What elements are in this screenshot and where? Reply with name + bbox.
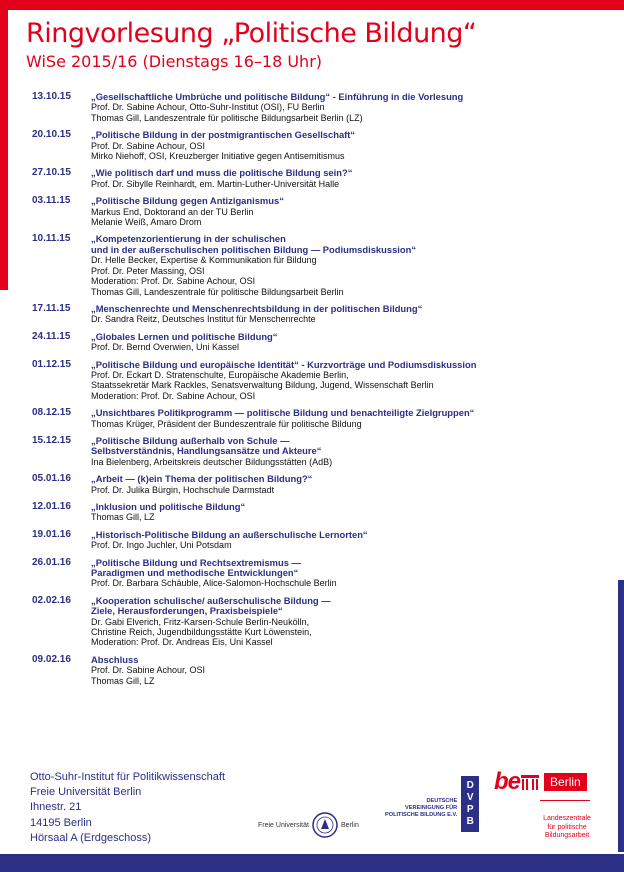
event-speaker: Christine Reich, Jugendbildungsstätte Kurt Löwenstein,: [91, 627, 312, 638]
event-body: [91, 408, 592, 429]
schedule-entry: [32, 332, 592, 353]
lz-divider: [540, 800, 590, 801]
event-body: [91, 92, 592, 123]
event-body: [91, 196, 592, 227]
event-date: 03.11.15: [32, 195, 71, 207]
right-blue-stripe: [618, 580, 624, 852]
lz-logo-text: [538, 815, 596, 841]
event-speaker: Moderation: Prof. Dr. Andreas Eis, Uni Kassel: [91, 637, 273, 648]
event-speaker: Prof. Dr. Ingo Juchler, Uni Potsdam: [91, 540, 232, 551]
event-speaker: Prof. Dr. Sabine Achour, OSI: [91, 140, 206, 151]
address-line: 14195 Berlin: [30, 816, 92, 829]
event-body: [91, 596, 592, 648]
event-body: [91, 234, 592, 296]
schedule-entry: [32, 234, 592, 296]
schedule-entry: [32, 408, 592, 429]
event-date: 08.12.15: [32, 407, 71, 419]
dvpb-line: DEUTSCHE: [426, 798, 458, 804]
dvpb-line: POLITISCHE BILDUNG E.V.: [385, 812, 458, 818]
event-speaker: Thomas Gill, LZ: [91, 512, 155, 523]
berlin-box: Berlin: [544, 773, 587, 791]
event-speaker: Dr. Helle Becker, Expertise & Kommunikation für Bildung: [91, 255, 317, 266]
top-red-bar: [0, 0, 624, 10]
event-date: 27.10.15: [32, 167, 71, 179]
event-body: [91, 436, 592, 467]
schedule-entry: [32, 168, 592, 189]
event-title: „Wie politisch darf und muss die politische Bildung sein?“: [91, 167, 353, 179]
schedule-entry: [32, 92, 592, 123]
event-speaker: Thomas Krüger, Präsident der Bundeszentrale für politische Bildung: [91, 418, 362, 429]
event-body: [91, 130, 592, 161]
schedule-entry: [32, 436, 592, 467]
event-date: 15.12.15: [32, 434, 71, 446]
schedule-entry: [32, 596, 592, 648]
event-title: „Arbeit — (k)ein Thema der politischen Bildung?“: [91, 473, 313, 485]
dvpb-logo: [385, 776, 479, 832]
event-speaker: Ina Bielenberg, Arbeitskreis deutscher Bildungsstätten (AdB): [91, 456, 333, 467]
be-berlin-logo: [494, 768, 587, 796]
event-title: „Politische Bildung und europäische Identität“ - Kurzvorträge und Podiumsdiskussion: [91, 358, 477, 370]
event-speaker: Thomas Gill, Landeszentrale für politische Bildungsarbeit Berlin: [91, 286, 344, 297]
event-speaker: Staatssekretär Mark Rackles, Senatsverwaltung Bildung, Jugend, Wissenschaft Berlin: [91, 380, 434, 391]
event-title: Abschluss: [91, 653, 139, 665]
address-line: Otto-Suhr-Institut für Politikwissenschaft: [30, 771, 226, 783]
dvpb-letter-box: [461, 776, 479, 832]
schedule-entry: [32, 196, 592, 227]
event-date: 01.12.15: [32, 358, 71, 370]
event-speaker: Prof. Dr. Julika Bürgin, Hochschule Darmstadt: [91, 484, 275, 495]
event-date: 24.11.15: [32, 330, 71, 342]
event-date: 20.10.15: [32, 129, 71, 141]
event-body: [91, 502, 592, 523]
brandenburg-gate-icon: [520, 773, 540, 791]
event-speaker: Prof. Dr. Bernd Overwien, Uni Kassel: [91, 342, 240, 353]
event-speaker: Prof. Dr. Eckart D. Stratenschulte, Europäische Akademie Berlin,: [91, 369, 349, 380]
dvpb-line: VEREINIGUNG FÜR: [405, 805, 458, 811]
event-title: „Unsichtbares Politikprogramm — politische Bildung und benachteiligte Zielgruppen“: [91, 407, 475, 419]
left-red-stripe: [0, 10, 8, 290]
event-date: 09.02.16: [32, 653, 71, 665]
event-date: 13.10.15: [32, 91, 71, 102]
event-speaker: Moderation: Prof. Dr. Sabine Achour, OSI: [91, 276, 256, 287]
address-line: Hörsaal A (Erdgeschoss): [30, 831, 152, 844]
event-speaker: Prof. Dr. Peter Massing, OSI: [91, 265, 205, 276]
event-speaker: Prof. Dr. Barbara Schäuble, Alice-Salomon-Hochschule Berlin: [91, 578, 337, 589]
venue-address: [30, 770, 225, 846]
lz-line: für politische: [547, 823, 587, 831]
schedule-entry: [32, 474, 592, 495]
schedule-entry: [32, 130, 592, 161]
event-speaker: Dr. Gabi Elverich, Fritz-Karsen-Schule Berlin-Neukölln,: [91, 616, 310, 627]
schedule-entry: [32, 360, 592, 402]
event-date: 05.01.16: [32, 473, 71, 485]
schedule-entry: [32, 530, 592, 551]
event-title: „Menschenrechte und Menschenrechtsbildung in der politischen Bildung“: [91, 302, 423, 314]
event-speaker: Dr. Sandra Reitz, Deutsches Institut für Menschenrechte: [91, 314, 316, 325]
event-title: „Gesellschaftliche Umbrüche und politische Bildung“ - Einführung in die Vorlesung: [91, 91, 464, 102]
event-date: 12.01.16: [32, 501, 71, 512]
event-speaker: Thomas Gill, Landeszentrale für politische Bildungsarbeit Berlin (LZ): [91, 112, 363, 123]
event-date: 02.02.16: [32, 594, 71, 606]
event-body: [91, 558, 592, 589]
fu-seal-icon: [312, 812, 338, 838]
dvpb-letter: D: [466, 780, 474, 791]
address-line: Ihnestr. 21: [30, 801, 82, 814]
event-speaker: Prof. Dr. Sabine Achour, OSI: [91, 665, 206, 676]
event-title: „Kooperation schulische/ außerschulische Bildung — Ziele, Herausforderungen, Praxisbeispiele“: [91, 594, 331, 617]
fu-logo-text-left: Freie Universität: [258, 821, 309, 829]
event-date: 10.11.15: [32, 233, 71, 245]
event-speaker: Melanie Weiß, Amaro Drom: [91, 217, 202, 228]
event-title: „Globales Lernen und politische Bildung“: [91, 330, 278, 342]
event-speaker: Moderation: Prof. Dr. Sabine Achour, OSI: [91, 390, 256, 401]
dvpb-letter: V: [466, 792, 474, 803]
bottom-blue-bar: [0, 854, 624, 872]
event-body: [91, 655, 592, 686]
event-title: „Politische Bildung und Rechtsextremismus — Paradigmen und methodische Entwicklungen“: [91, 556, 301, 579]
event-date: 19.01.16: [32, 528, 71, 540]
event-body: [91, 474, 592, 495]
event-body: [91, 332, 592, 353]
event-title: „Politische Bildung in der postmigrantischen Gesellschaft“: [91, 129, 356, 141]
be-logo-text: be: [494, 768, 521, 795]
fu-logo-text-right: Berlin: [340, 821, 359, 829]
schedule-entry: [32, 304, 592, 325]
event-title: „Inklusion und politische Bildung“: [91, 501, 246, 512]
lecture-schedule: [32, 92, 592, 693]
dvpb-letter: B: [466, 816, 474, 827]
schedule-entry: [32, 558, 592, 589]
schedule-entry: [32, 502, 592, 523]
event-body: [91, 304, 592, 325]
event-title: „Politische Bildung außerhalb von Schule — Selbstverständnis, Handlungsansätze und Akteure“: [91, 434, 322, 457]
dvpb-letter: P: [466, 804, 474, 815]
event-body: [91, 530, 592, 551]
event-date: 26.01.16: [32, 556, 71, 568]
lz-line: Bildungsarbeit: [544, 832, 590, 839]
event-speaker: Thomas Gill, LZ: [91, 675, 155, 686]
event-title: „Historisch-Politische Bildung an außerschulische Lernorten“: [91, 528, 368, 540]
lz-line: Landeszentrale: [543, 815, 591, 822]
dvpb-name: [385, 798, 457, 819]
schedule-entry: [32, 655, 592, 686]
event-title: „Kompetenzorientierung in der schulischen und in der außerschulischen politischen Bildung — Podiumsdiskussion“: [91, 233, 417, 255]
event-title: „Politische Bildung gegen Antiziganismus“: [91, 195, 284, 207]
address-line: Freie Universität Berlin: [30, 786, 142, 799]
event-date: 17.11.15: [32, 302, 71, 314]
event-speaker: Prof. Dr. Sabine Achour, Otto-Suhr-Institut (OSI), FU Berlin: [91, 102, 325, 113]
page-subtitle: WiSe 2015/16 (Dienstags 16–18 Uhr): [26, 52, 323, 71]
event-speaker: Prof. Dr. Sibylle Reinhardt, em. Martin-Luther-Universität Halle: [91, 178, 340, 189]
event-speaker: Mirko Niehoff, OSI, Kreuzberger Initiative gegen Antisemitismus: [91, 151, 345, 162]
event-body: [91, 168, 592, 189]
fu-berlin-logo: [258, 812, 359, 838]
event-body: [91, 360, 592, 402]
event-speaker: Markus End, Doktorand an der TU Berlin: [91, 206, 254, 217]
page-title: Ringvorlesung „Politische Bildung“: [26, 18, 477, 49]
